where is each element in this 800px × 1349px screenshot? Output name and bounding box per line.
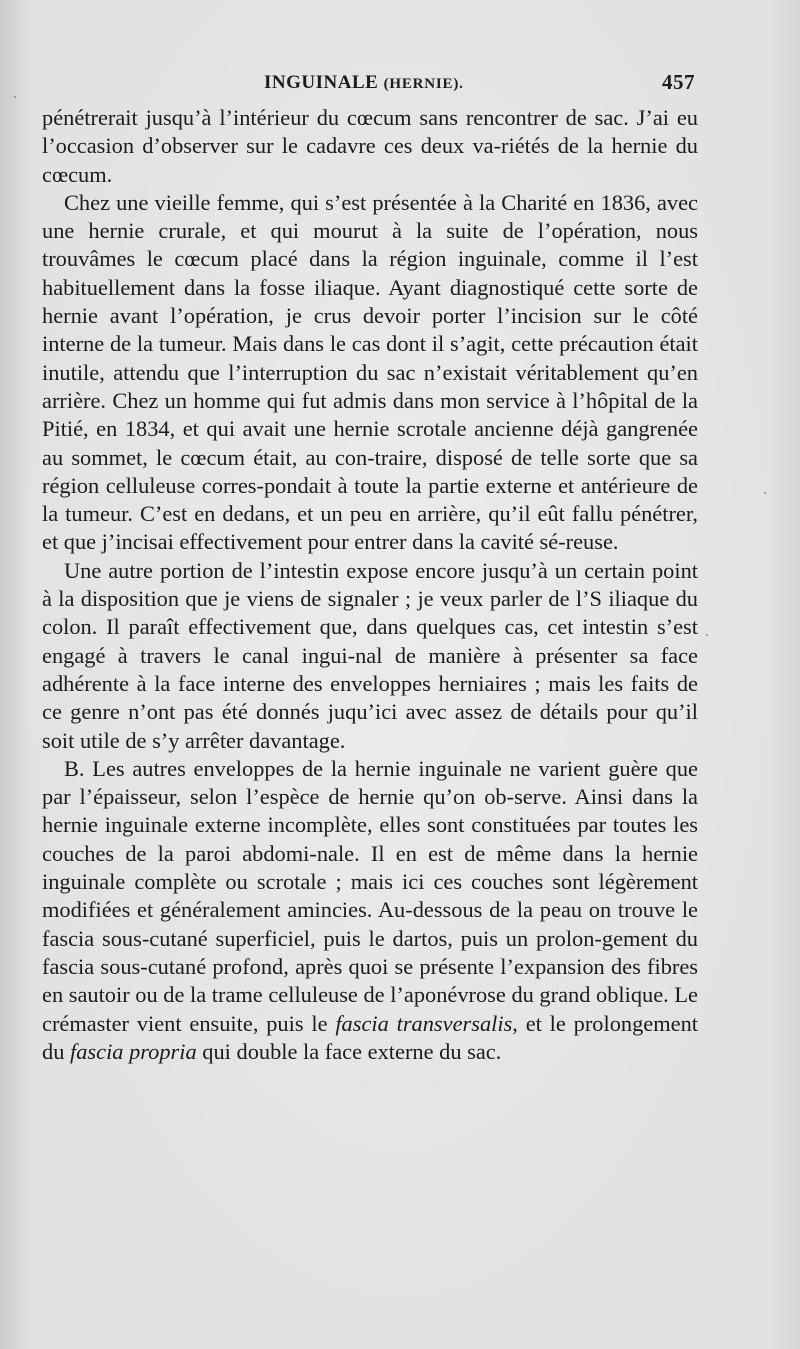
paragraph-enveloppes-text-1: B. Les autres enveloppes de la hernie inguinale ne varient guère que par l’épaisseur, selon l’espèce de hernie qu’on ob-serve. Ainsi dans la hernie inguinale externe incomplète, elles sont constituées par toutes les couches de la paroi abdomi-nale. Il en est de même dans la hernie inguinale complète ou scrotale ; mais ici ces couches sont légèrement modifiées et généralement amincies. Au-dessous de la peau on trouve le fascia sous-cutané superficiel, puis le dartos, puis un prolon-gement du fascia sous-cutané profond, après quoi se présente l’expansion des fibres en sautoir ou de la trame celluleuse de l’aponévrose du grand oblique. Le crémaster vient ensuite, puis le bbox=[42, 755, 698, 1036]
term-fascia-propria: fascia propria bbox=[70, 1038, 197, 1064]
running-title-paren: (HERNIE). bbox=[383, 76, 464, 92]
term-fascia-transversalis: fascia transversalis bbox=[335, 1010, 513, 1036]
running-title-main: INGUINALE bbox=[264, 72, 379, 93]
paper-speck bbox=[706, 634, 708, 636]
paragraph-enveloppes-text-3: qui double la face externe du sac. bbox=[196, 1038, 502, 1064]
running-head bbox=[40, 70, 695, 100]
page-number: 457 bbox=[662, 70, 695, 94]
paragraph-continuation: pénétrerait jusqu’à l’intérieur du cœcum sans rencontrer de sac. J’ai eu l’occasion d’observer sur le cadavre ces deux va-riétés de la hernie du cœcum. bbox=[42, 105, 698, 187]
paragraph-enveloppes-text-2: , et le prolongement du bbox=[42, 1010, 698, 1064]
body-text bbox=[42, 104, 698, 1066]
paragraph-s-iliaque: Une autre portion de l’intestin expose encore jusqu’à un certain point à la disposition que je viens de signaler ; je veux parler de l’S iliaque du colon. Il paraît effectivement que, dans quelques cas, cet intestin s’est engagé à travers le canal ingui-nal de manière à présenter sa face adhérente à la face interne des enveloppes herniaires ; mais les faits de ce genre n’ont pas été donnés juqu’ici avec assez de détails pour qu’il soit utile de s’y arrêter davantage. bbox=[42, 557, 698, 753]
running-title bbox=[264, 72, 464, 94]
paper-speck bbox=[764, 492, 766, 494]
paragraph-charite-case: Chez une vieille femme, qui s’est présentée à la Charité en 1836, avec une hernie crurale, et qui mourut à la suite de l’opération, nous trouvâmes le cœcum placé dans la région inguinale, comme il l’est habituellement dans la fosse iliaque. Ayant diagnostiqué cette sorte de hernie avant l’opération, je crus devoir porter l’incision sur le côté interne de la tumeur. Mais dans le cas dont il s’agit, cette précaution était inutile, attendu que l’interruption du sac n’existait véritablement qu’en arrière. Chez un homme qui fut admis dans mon service à l’hôpital de la Pitié, en 1834, et qui avait une hernie scrotale ancienne déjà gangrenée au sommet, le cœcum était, au con-traire, disposé de telle sorte que sa région celluleuse corres-pondait à toute la partie externe et antérieure de la tumeur. C’est en dedans, et un peu en arrière, qu’il eût fallu pénétrer, et que j’incisai effectivement pour entrer dans la cavité sé-reuse. bbox=[42, 189, 698, 555]
paper-speck bbox=[14, 96, 16, 98]
paragraph-enveloppes bbox=[42, 755, 698, 1066]
